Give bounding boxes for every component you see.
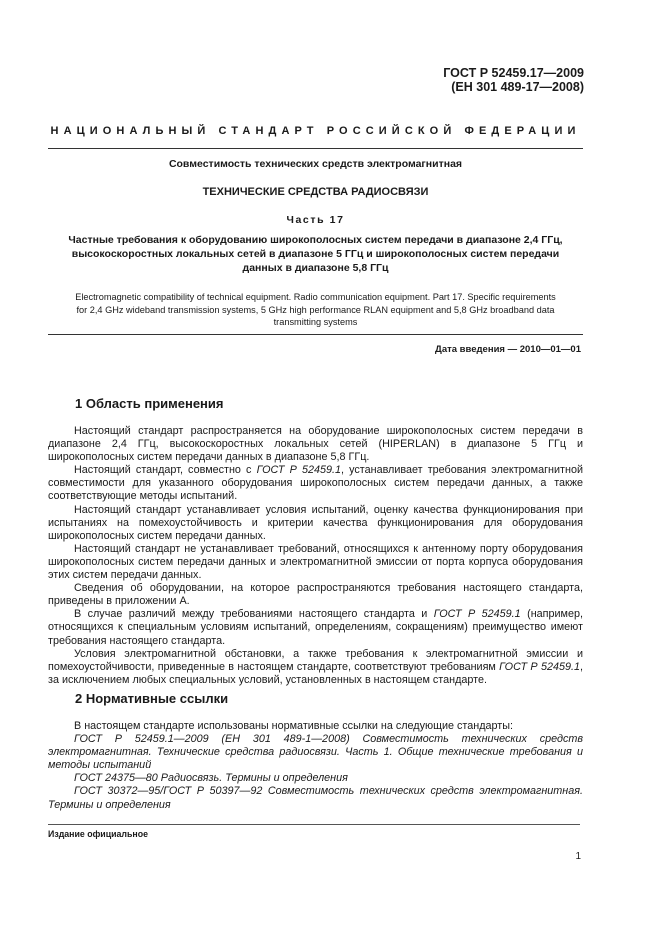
title-english-line: Electromagnetic compatibility of technical equipment. Radio communication equipment. Part 17. Specific requirements [75, 292, 556, 302]
title-russian-line: высокоскоростных локальных сетей в диапазоне 5 ГГц и широкополосных систем передачи [71, 248, 560, 260]
paragraph: Настоящий стандарт распространяется на оборудование широкополосных систем передачи в диапазоне 2,4 ГГц, высокоскоростных локальных сетей (HIPERLAN) в диапазоне 5 ГГц и широкополосных систем передачи данных в диапазоне 5,8 ГГц. [48, 425, 583, 464]
introduction-date: Дата введения — 2010—01—01 [435, 344, 581, 355]
en-standard-number: (ЕН 301 489-17—2008) [451, 80, 584, 94]
reference-item: ГОСТ 30372—95/ГОСТ Р 50397—92 Совместимость технических средств электромагнитная. Термины и определения [48, 785, 583, 811]
standard-reference: ГОСТ Р 52459.1 [256, 464, 341, 477]
national-standard-banner: НАЦИОНАЛЬНЫЙ СТАНДАРТ РОССИЙСКОЙ ФЕДЕРАЦИИ [50, 125, 581, 137]
section-2-body [48, 720, 583, 812]
paragraph: Настоящий стандарт устанавливает условия испытаний, оценку качества функционирования при испытаниях на помехоустойчивость и критерии качества функционирования для оборудования широкополосных систем передачи данных. [48, 503, 583, 542]
section-1-body [48, 425, 583, 687]
header-divider [48, 148, 583, 149]
reference-item: ГОСТ Р 52459.1—2009 (ЕН 301 489-1—2008) Совместимость технических средств электромагнитная. Технические средства радиосвязи. Часть 1. Общие технические требования и методы испытаний [48, 733, 583, 772]
title-subject: Совместимость технических средств электромагнитная [168, 158, 463, 170]
title-russian [50, 233, 581, 275]
title-part: Часть 17 [286, 214, 345, 226]
title-main: ТЕХНИЧЕСКИЕ СРЕДСТВА РАДИОСВЯЗИ [202, 186, 429, 198]
paragraph: Настоящий стандарт не устанавливает требований, относящихся к антенному порту оборудования широкополосных систем передачи данных и электромагнитной эмиссии от порта корпуса оборудования этих систем передачи данных. [48, 542, 583, 582]
paragraph: Настоящий стандарт, совместно с ГОСТ Р 52459.1, устанавливает требования электромагнитной совместимости для указанного оборудования широкополосных систем передачи данных, а также соответствующие методы испытаний. [48, 464, 583, 503]
footer-divider [48, 824, 580, 825]
title-russian-line: Частные требования к оборудованию широкополосных систем передачи в диапазоне 2,4 ГГц, [68, 234, 563, 246]
paragraph: В случае различий между требованиями настоящего стандарта и ГОСТ Р 52459.1 (например, относящихся к специальным условиям испытаний, определениям, сокращениям) преимущество имеют требования настоящего стандарта. [48, 608, 583, 647]
title-english [52, 291, 579, 329]
standard-reference: ГОСТ Р 52459.1 [433, 608, 521, 621]
official-edition-label: Издание официальное [48, 829, 148, 839]
title-english-line: for 2,4 GHz wideband transmission systems, 5 GHz high performance RLAN equipment and 5,8 GHz broadband data [76, 304, 555, 315]
title-divider [48, 334, 583, 335]
section-2-heading: 2 Нормативные ссылки [75, 691, 229, 706]
paragraph: Сведения об оборудовании, на которое распространяются требования настоящего стандарта, приведены в приложении А. [48, 582, 583, 608]
title-english-line: transmitting systems [273, 317, 358, 328]
title-russian-line: данных в диапазоне 5,8 ГГц [242, 262, 389, 274]
paragraph: В настоящем стандарте использованы нормативные ссылки на следующие стандарты: [74, 720, 513, 732]
paragraph: Условия электромагнитной обстановки, а также требования к электромагнитной эмиссии и помехоустойчивости, приведенные в настоящем стандарте, соответствуют требованиям ГОСТ Р 52459.1, за исключением любых специальных условий, установленных в настоящем стандарте. [48, 647, 583, 686]
reference-item: ГОСТ 24375—80 Радиосвязь. Термины и определения [74, 772, 348, 785]
section-1-heading: 1 Область применения [75, 396, 224, 411]
standard-reference: ГОСТ Р 52459.1 [499, 660, 580, 673]
document-identifier [443, 66, 584, 94]
page-number: 1 [575, 851, 581, 862]
standard-number: ГОСТ Р 52459.17—2009 [443, 66, 584, 80]
